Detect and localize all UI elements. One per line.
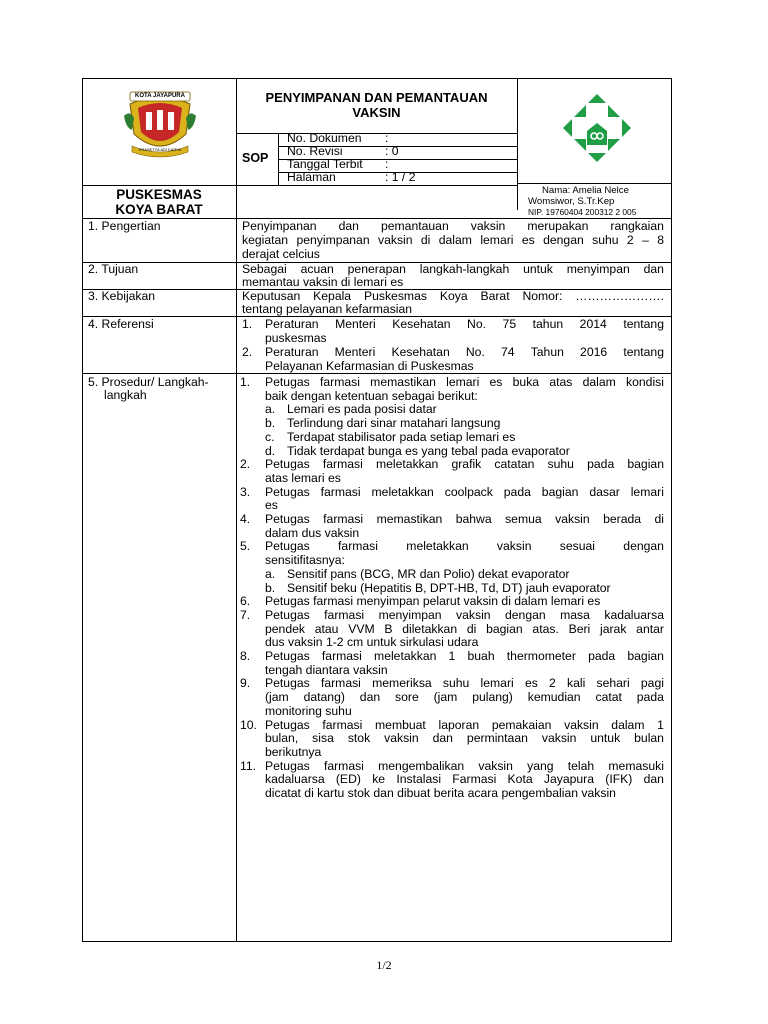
step-number: 11.: [240, 758, 257, 773]
sub-item-letter: a.: [265, 402, 276, 417]
step-text: dicatat di kartu stok dan dibuat berita acara pengembalian vaksin: [265, 786, 616, 800]
org-name: PUSKESMAS KOYA BARAT: [115, 187, 203, 217]
meta-label-halaman: Halaman: [287, 170, 336, 184]
step-text-justified: Petugas farmasi meletakkan grafik catatan suhu pada bagian: [265, 457, 664, 472]
step-number: 1.: [240, 375, 251, 389]
header-split-line: [82, 185, 517, 186]
crest-banner-text: KOTA JAYAPURA: [135, 93, 185, 99]
step-text-justified: Petugas farmasi meletakkan vaksin sesuai dengan: [265, 539, 664, 554]
sop-label: SOP: [242, 151, 269, 165]
meta-value-no-dokumen: :: [385, 131, 389, 145]
step-text: Petugas farmasi menyimpan pelarut vaksin di dalam lemari es: [265, 594, 601, 609]
section-label-prosedur-cont: langkah: [104, 388, 147, 402]
crest-motto: PRASETYA ADI KARYA: [138, 147, 182, 152]
step-text-justified: Petugas farmasi mengembalikan vaksin yang telah memasuki: [265, 758, 664, 773]
sop-document: [82, 78, 672, 942]
step-number: 6.: [240, 594, 251, 609]
section-label-tujuan: 2. Tujuan: [88, 262, 139, 276]
referensi-item-number: 2.: [242, 345, 253, 359]
sub-item-letter: a.: [265, 566, 276, 581]
referensi-item: Peraturan Menteri Kesehatan No. 75 tahun 2014 tentang: [265, 317, 664, 331]
step-text-justified: (jam datang) dan sore (jam pulang) kemudian catat pada: [265, 690, 664, 705]
section-label-prosedur: 5. Prosedur/ Langkah-: [88, 375, 209, 389]
meta-value-no-revisi: : 0: [385, 144, 399, 158]
title-bottom-line: [236, 133, 517, 134]
logo-bottom-line: [517, 183, 672, 184]
step-number: 7.: [240, 607, 251, 622]
referensi-item-number: 1.: [242, 317, 253, 331]
step-number: 10.: [240, 717, 257, 732]
step-text-justified: Petugas farmasi memastikan lemari es buka atas dalam kondisi: [265, 375, 664, 389]
meta-value-halaman: : 1 / 2: [385, 170, 416, 184]
sub-item-text: Terlindung dari sinar matahari langsung: [287, 416, 501, 431]
step-text: dus vaksin 1-2 cm untuk sirkulasi udara: [265, 635, 479, 650]
sub-item-text: Lemari es pada posisi datar: [287, 402, 437, 417]
sub-item-letter: d.: [265, 443, 276, 458]
step-text-justified: Petugas farmasi membuat laporan pemakaian vaksin dalam 1: [265, 717, 664, 732]
section-label-referensi: 4. Referensi: [88, 317, 154, 331]
step-number: 2.: [240, 457, 251, 472]
section-label-pengertian: 1. Pengertian: [88, 219, 161, 233]
pengertian-line: Penyimpanan dan pemantauan vaksin merupakan rangkaian: [242, 219, 664, 233]
page-title: PENYIMPANAN DAN PEMANTAUAN VAKSIN: [265, 90, 488, 120]
meta-label-tanggal-terbit: Tanggal Terbit: [287, 157, 363, 171]
step-number: 5.: [240, 539, 251, 554]
meta-value-tanggal-terbit: :: [385, 157, 389, 171]
kebijakan-line: Keputusan Kepala Puskesmas Koya Barat Nomor: ………………….: [242, 289, 664, 303]
sub-item-text: Sensitif pans (BCG, MR dan Polio) dekat evaporator: [287, 566, 570, 581]
signer-nip: NIP. 19760404 200312 2 005: [528, 207, 637, 217]
step-text-justified: Petugas farmasi memeriksa suhu lemari es 2 kali sehari pagi: [265, 676, 664, 691]
pengertian-line: kegiatan penyimpanan vaksin di dalam lemari es dengan suhu 2 – 8: [242, 233, 664, 247]
step-number: 3.: [240, 484, 251, 499]
step-text-justified: bulan, sisa stok vaksin dan permintaan vaksin untuk bulan: [265, 731, 664, 746]
signer-name: Nama: Amelia Nelce: [542, 185, 629, 196]
column-divider: [236, 78, 237, 942]
step-text-justified: kadaluarsa (ED) ke Instalasi Farmasi Kota Jayapura (IFK) dan: [265, 772, 664, 787]
referensi-item: Pelayanan Kefarmasian di Puskesmas: [265, 359, 474, 373]
kebijakan-line: tentang pelayanan kefarmasian: [242, 302, 413, 316]
signer-name-cont: Womsiwor, S.Tr.Kep: [528, 196, 615, 207]
step-text-justified: Petugas farmasi menyimpan vaksin dengan masa kadaluarsa: [265, 607, 664, 622]
step-text: monitoring suhu: [265, 703, 352, 718]
sub-item-letter: b.: [265, 580, 276, 595]
section-label-kebijakan: 3. Kebijakan: [88, 289, 156, 303]
header-right-divider: [517, 78, 518, 210]
referensi-item: Peraturan Menteri Kesehatan No. 74 Tahun 2016 tentang: [265, 345, 664, 359]
tujuan-line: memantau vaksin di lemari es: [242, 275, 404, 289]
tujuan-line: Sebagai acuan penerapan langkah-langkah untuk menyimpan dan: [242, 262, 664, 276]
sub-item-letter: c.: [265, 429, 275, 444]
step-number: 9.: [240, 676, 251, 691]
step-number: 4.: [240, 512, 251, 526]
step-text: es: [265, 498, 278, 513]
step-text: dalam dus vaksin: [265, 525, 360, 540]
sub-item-text: Terdapat stabilisator pada setiap lemari es: [287, 429, 516, 444]
meta-label-no-dokumen: No. Dokumen: [287, 131, 362, 145]
sub-item-text: Tidak terdapat bunga es yang tebal pada evaporator: [287, 443, 570, 458]
referensi-item: puskesmas: [265, 331, 327, 345]
puskesmas-logo-icon: [560, 91, 634, 165]
page-number: 1/2: [376, 958, 392, 972]
step-text: atas lemari es: [265, 470, 341, 485]
step-text: tengah diantara vaksin: [265, 662, 388, 677]
step-text-justified: Petugas farmasi meletakkan coolpack pada bagian dasar lemari: [265, 484, 664, 499]
sub-item-letter: b.: [265, 416, 276, 431]
sub-item-text: Sensitif beku (Hepatitis B, DPT-HB, Td, DT) jauh evaporator: [287, 580, 611, 595]
step-text: berikutnya: [265, 744, 322, 759]
step-text: baik dengan ketentuan sebagai berikut:: [265, 388, 478, 403]
step-text-justified: Petugas farmasi memastikan bahwa semua vaksin berada di: [265, 512, 664, 526]
step-text-justified: pendek atau VVM B diletakkan di bagian atas. Beri jarak antar: [265, 621, 664, 636]
step-number: 8.: [240, 649, 251, 663]
step-text-justified: Petugas farmasi meletakkan 1 buah thermometer pada bagian: [265, 649, 664, 663]
pengertian-line: derajat celcius: [242, 247, 320, 261]
meta-label-no-revisi: No. Revisi: [287, 144, 343, 158]
step-text: sensitifitasnya:: [265, 553, 345, 568]
